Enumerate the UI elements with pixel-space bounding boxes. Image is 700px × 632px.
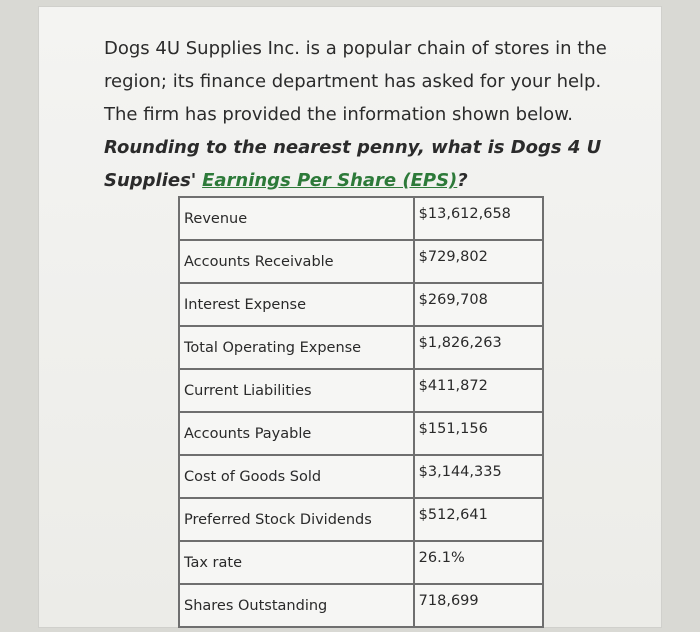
row-value: $151,156	[414, 412, 543, 455]
financial-data-table	[178, 196, 544, 628]
table-row	[179, 240, 543, 283]
row-label: Revenue	[179, 197, 414, 240]
row-value: $269,708	[414, 283, 543, 326]
row-label: Accounts Receivable	[179, 240, 414, 283]
table-row	[179, 326, 543, 369]
question-emphasis: Rounding to the nearest penny, what is Dogs 4 U Supplies'	[104, 137, 602, 191]
table-row	[179, 541, 543, 584]
question-intro: Dogs 4U Supplies Inc. is a popular chain of stores in the region; its finance department has asked for your help. The firm has provided the information shown below.	[104, 38, 607, 125]
row-value: 26.1%	[414, 541, 543, 584]
table-row	[179, 369, 543, 412]
question-text	[104, 32, 634, 197]
row-label: Current Liabilities	[179, 369, 414, 412]
table-row	[179, 498, 543, 541]
question-end: ?	[457, 170, 468, 191]
table-row	[179, 412, 543, 455]
row-value: $411,872	[414, 369, 543, 412]
eps-link[interactable]: Earnings Per Share (EPS)	[202, 170, 458, 191]
row-label: Tax rate	[179, 541, 414, 584]
row-value: $729,802	[414, 240, 543, 283]
row-label: Shares Outstanding	[179, 584, 414, 627]
row-label: Interest Expense	[179, 283, 414, 326]
row-value: $1,826,263	[414, 326, 543, 369]
table-row	[179, 455, 543, 498]
row-value: $512,641	[414, 498, 543, 541]
table-row	[179, 584, 543, 627]
row-label: Cost of Goods Sold	[179, 455, 414, 498]
table-row	[179, 283, 543, 326]
row-label: Accounts Payable	[179, 412, 414, 455]
row-value: $13,612,658	[414, 197, 543, 240]
row-value: 718,699	[414, 584, 543, 627]
row-label: Preferred Stock Dividends	[179, 498, 414, 541]
row-label: Total Operating Expense	[179, 326, 414, 369]
row-value: $3,144,335	[414, 455, 543, 498]
table-row	[179, 197, 543, 240]
